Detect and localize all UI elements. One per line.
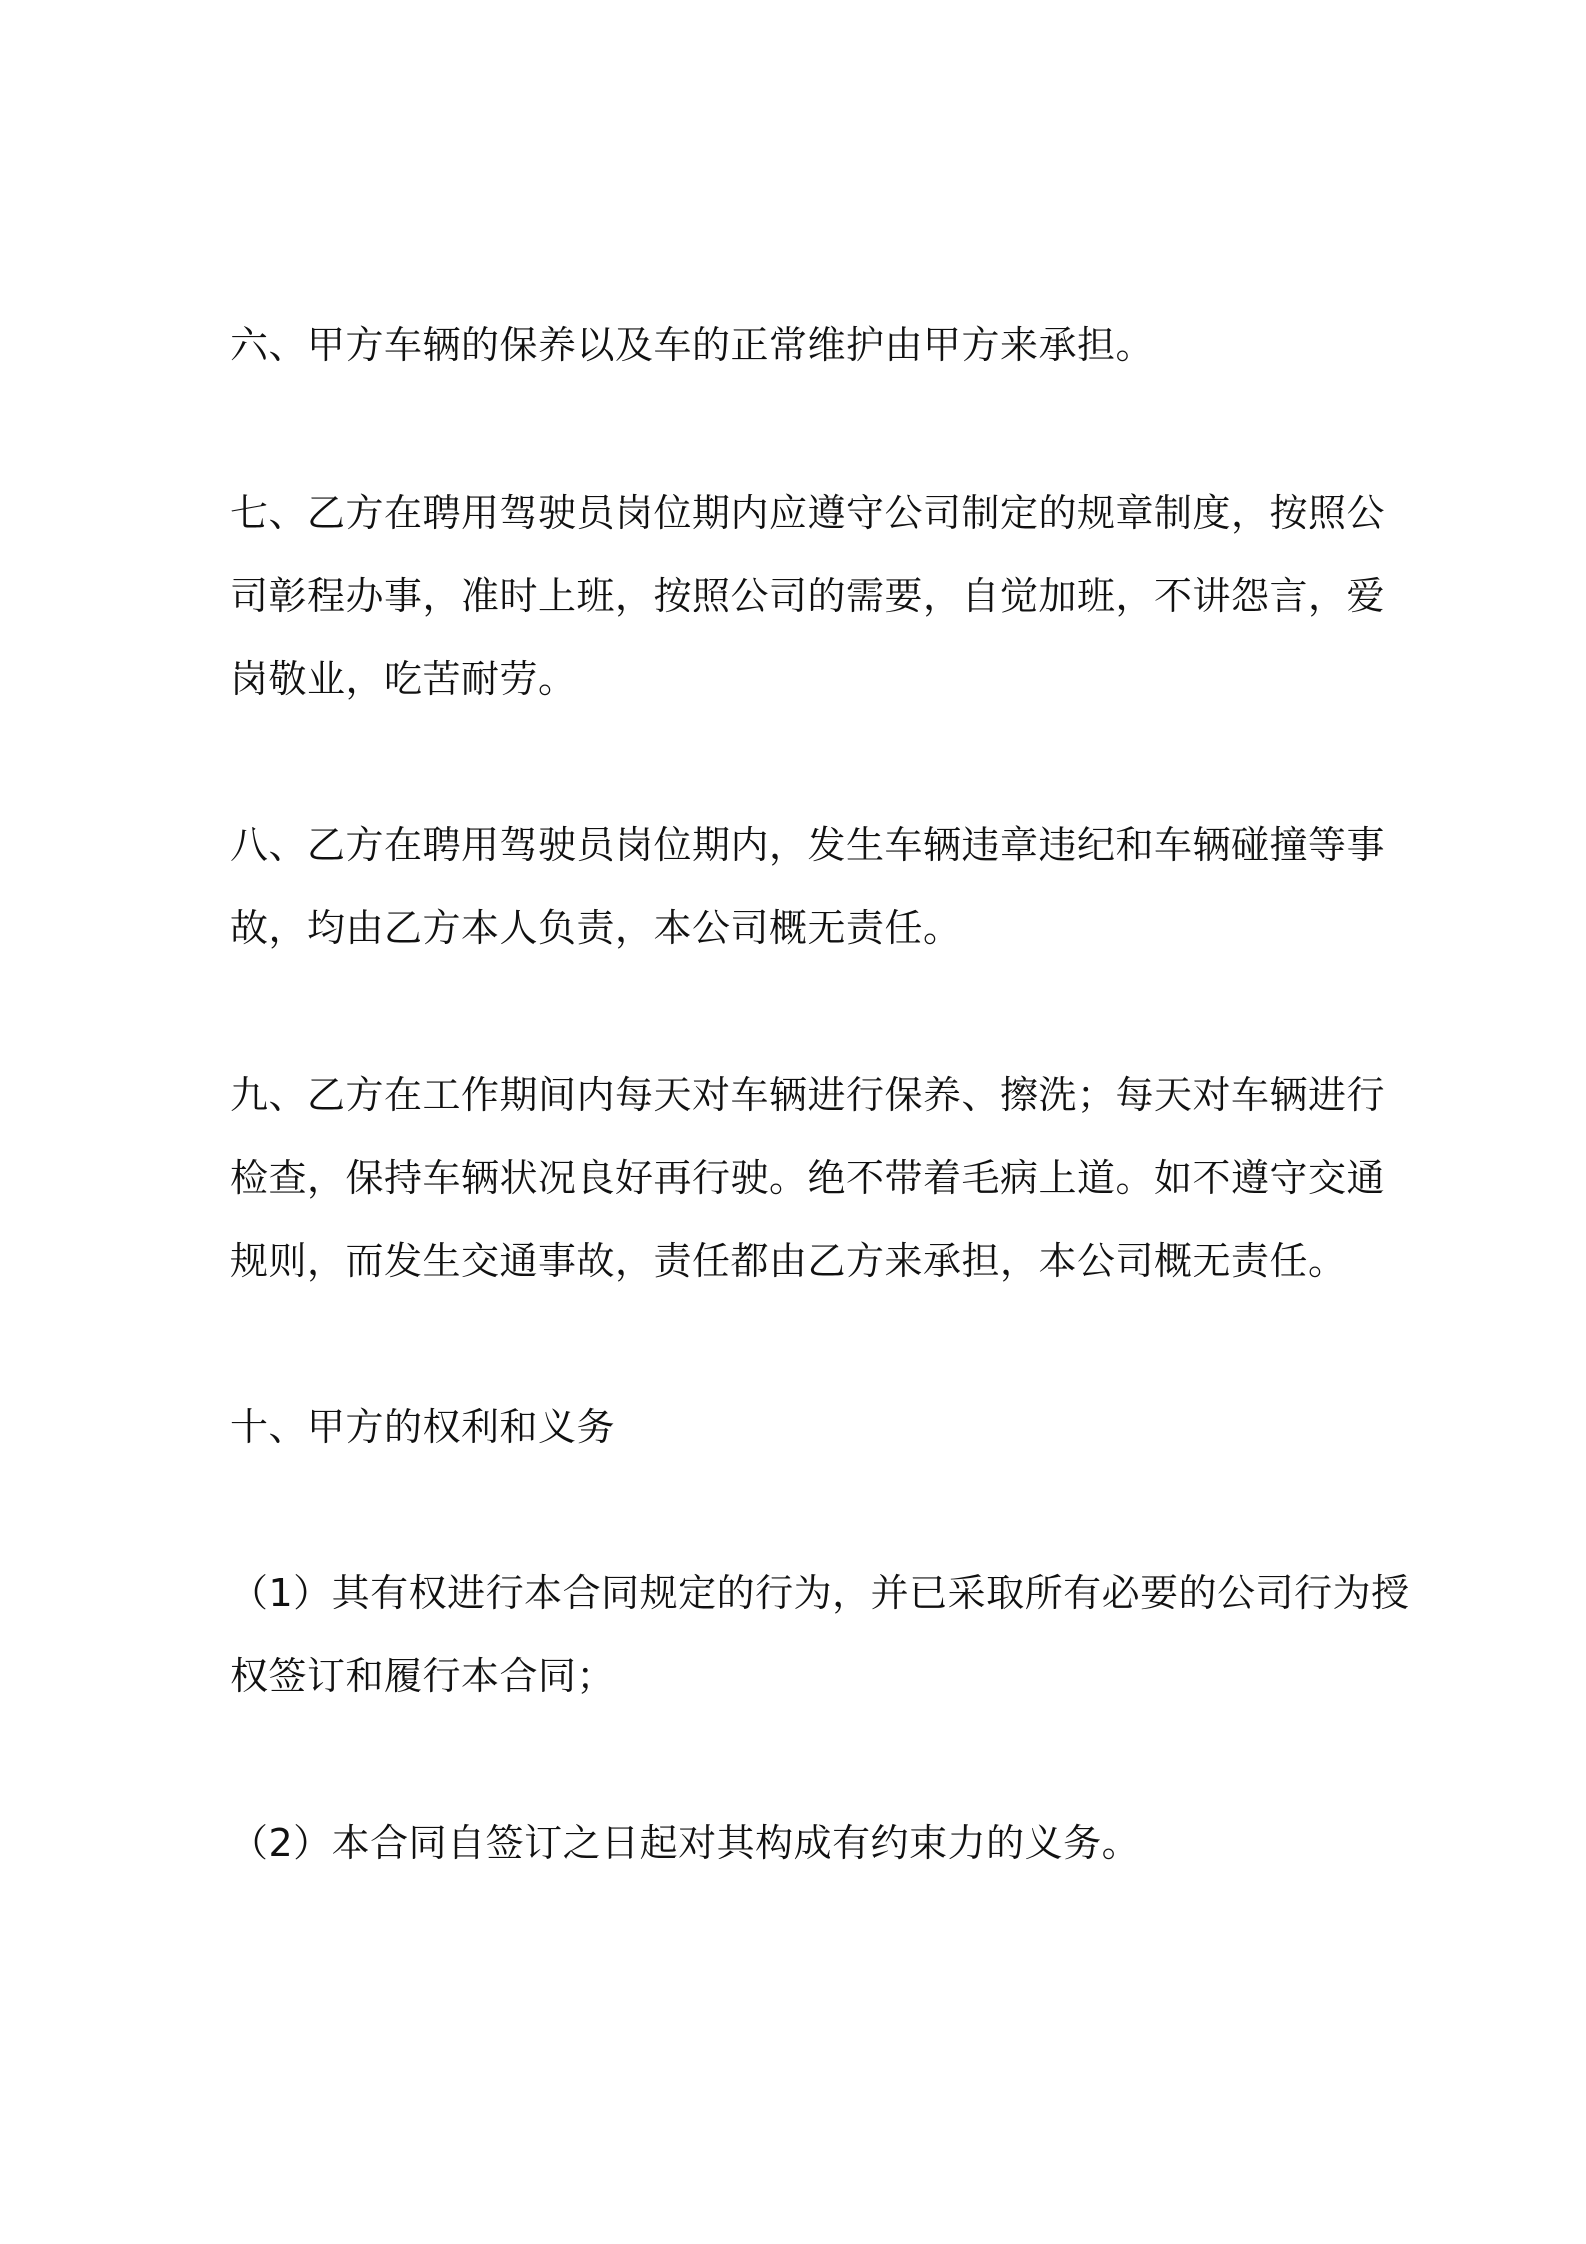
clause-7-line-1: 七、乙方在聘用驾驶员岗位期内应遵守公司制定的规章制度，按照公 [230,491,1386,535]
clause-9-line-2: 检查，保持车辆状况良好再行驶。绝不带着毛病上道。如不遵守交通 [230,1156,1386,1200]
clause-10-item-2-line-1: （2）本合同自签订之日起对其构成有约束力的义务。 [230,1821,1141,1865]
clause-9-line-1: 九、乙方在工作期间内每天对车辆进行保养、擦洗；每天对车辆进行 [230,1073,1386,1117]
clause-7-line-2: 司彰程办事，准时上班，按照公司的需要，自觉加班，不讲怨言，爱 [230,574,1386,618]
clause-8-line-2: 故，均由乙方本人负责，本公司概无责任。 [230,906,962,950]
clause-8-line-1: 八、乙方在聘用驾驶员岗位期内，发生车辆违章违纪和车辆碰撞等事 [230,823,1386,867]
clause-10-item-1-line-1: （1）其有权进行本合同规定的行为，并已采取所有必要的公司行为授 [230,1571,1410,1615]
clause-10-item-1-line-2: 权签订和履行本合同； [230,1654,616,1698]
clause-6-line-1: 六、甲方车辆的保养以及车的正常维护由甲方来承担。 [230,323,1155,367]
clause-7-line-3: 岗敬业，吃苦耐劳。 [230,657,577,701]
clause-9-line-3: 规则，而发生交通事故，责任都由乙方来承担，本公司概无责任。 [230,1239,1347,1283]
clause-10-heading: 十、甲方的权利和义务 [230,1405,616,1449]
